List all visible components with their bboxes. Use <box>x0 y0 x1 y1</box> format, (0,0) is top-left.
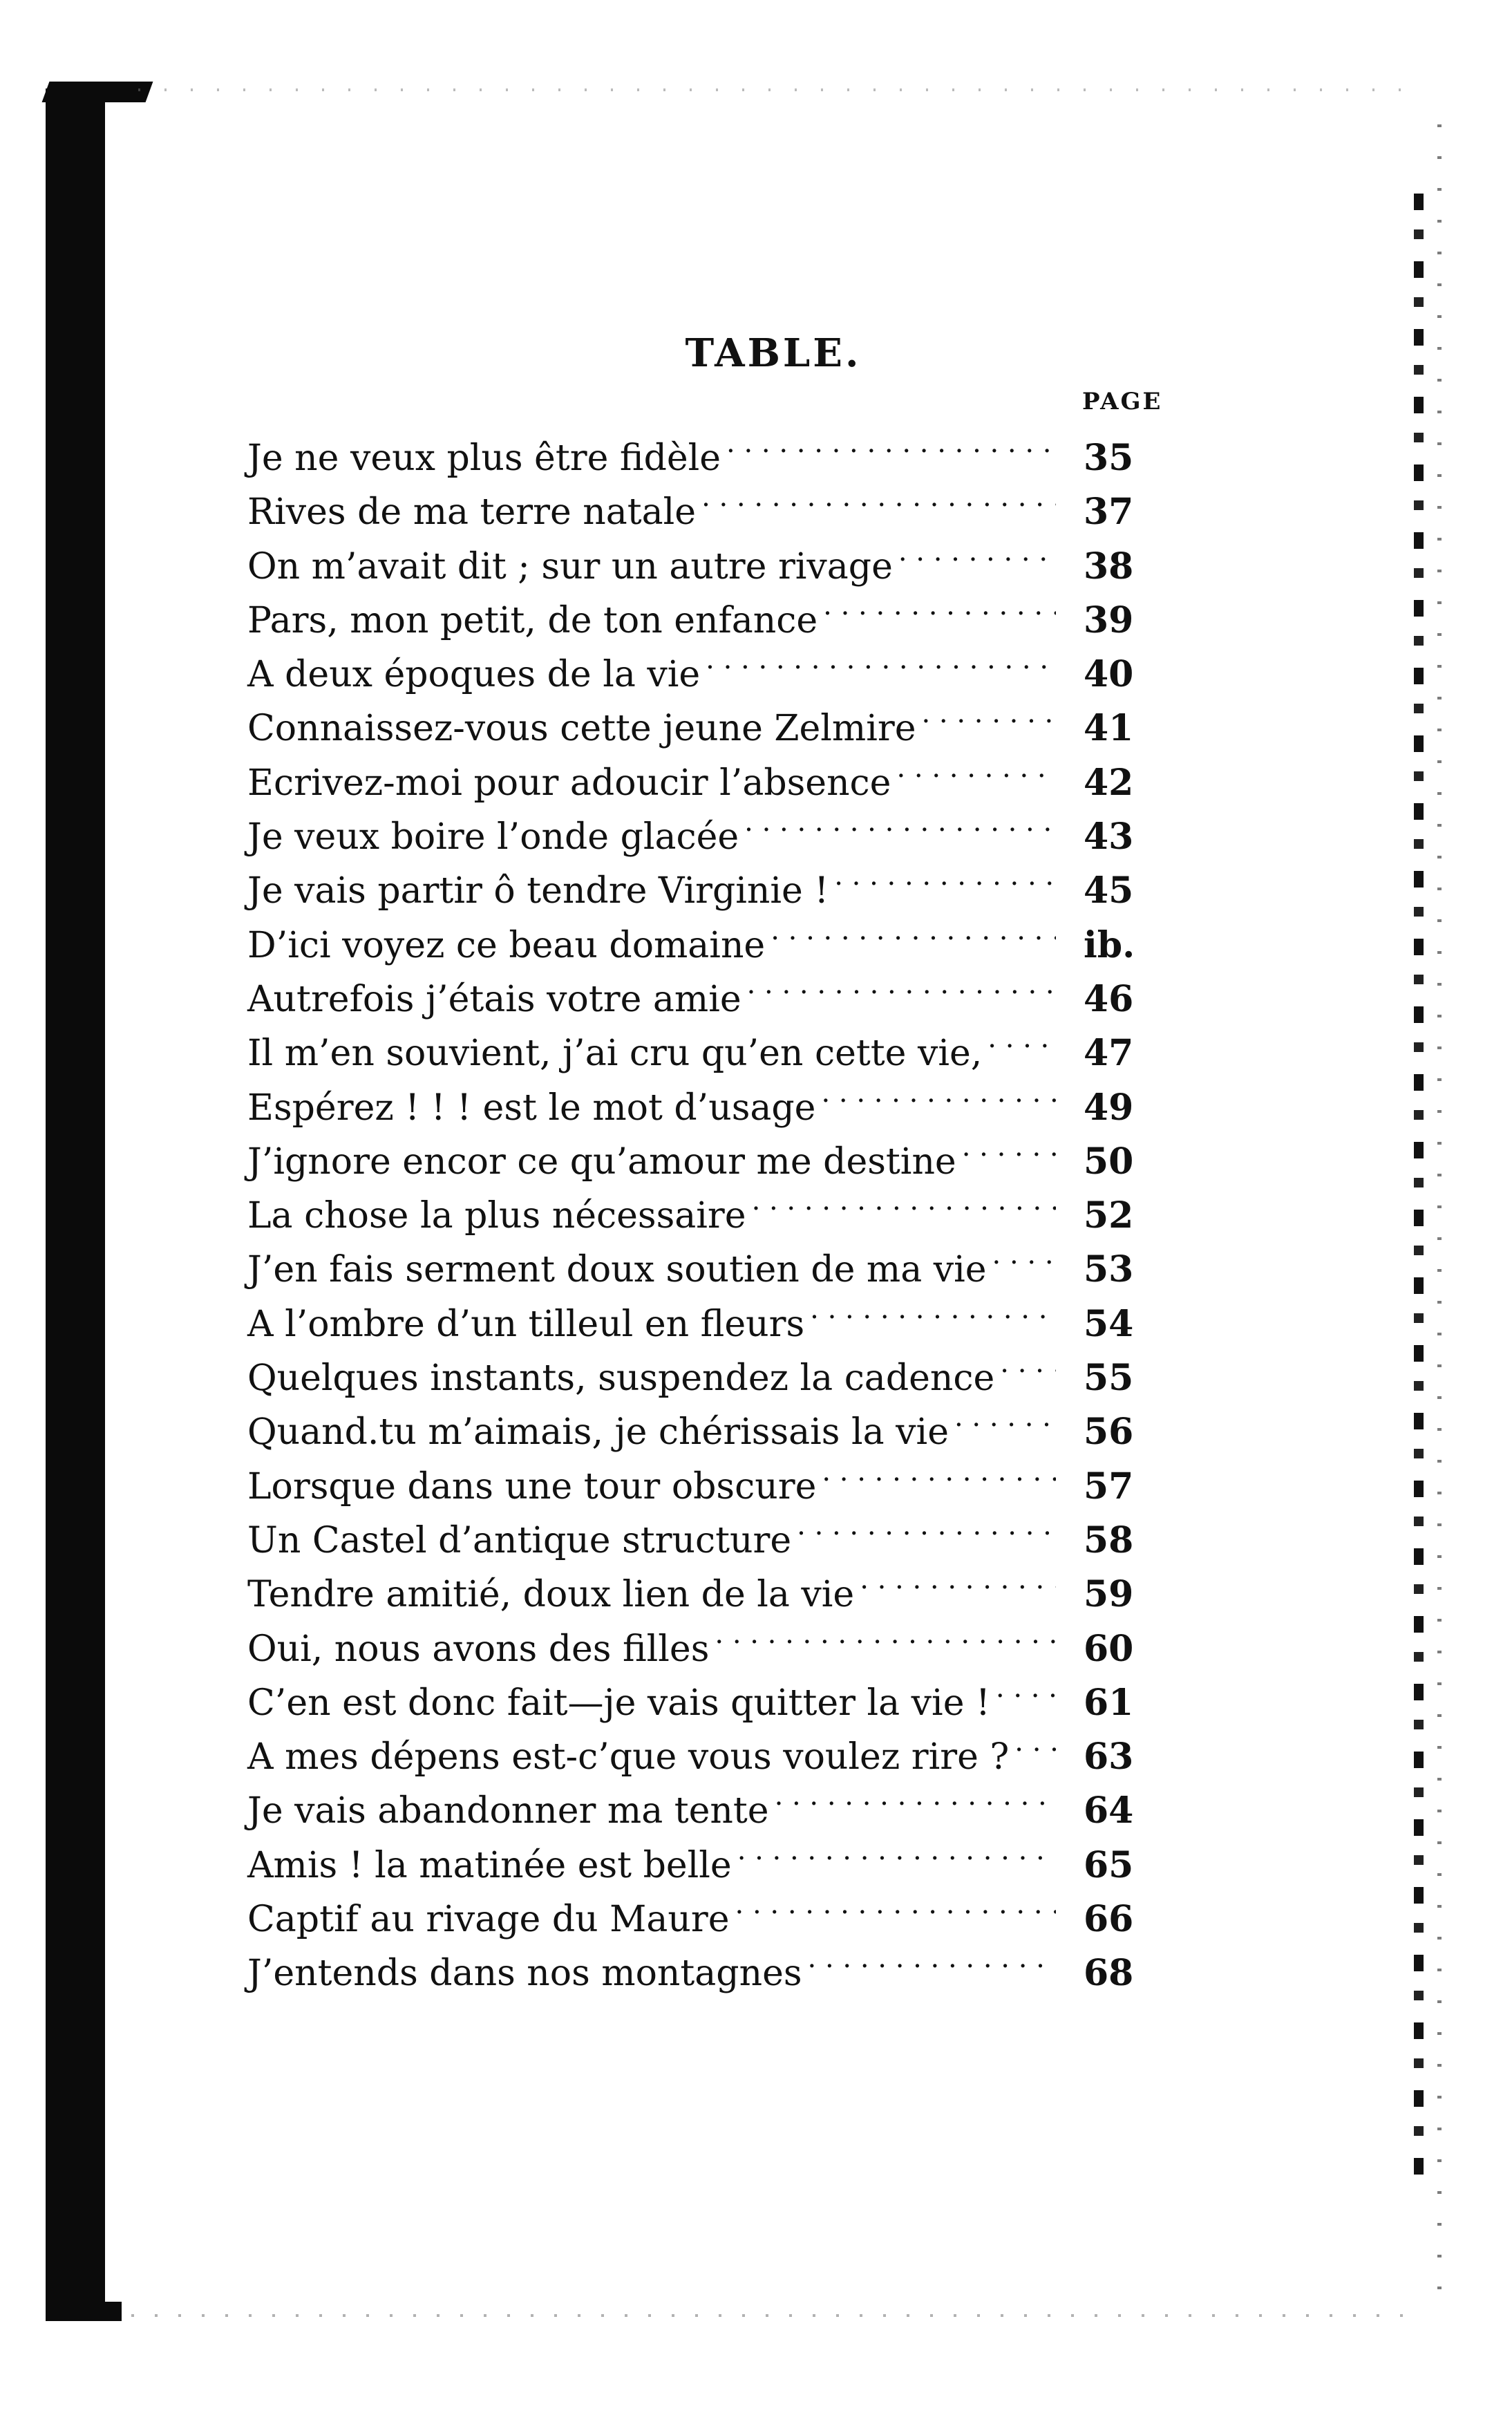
dot-leader <box>962 1120 1056 1174</box>
dot-leader <box>775 1769 1056 1823</box>
toc-entry-title: Ecrivez-moi pour adoucir l’absence <box>247 762 891 804</box>
toc-entry <box>247 416 1173 479</box>
toc-entry-page: 59 <box>1084 1573 1134 1616</box>
toc-entry-title: Oui, nous avons des filles <box>247 1628 710 1670</box>
toc-entry-title: Amis ! la matinée est belle <box>247 1844 732 1886</box>
dot-leader <box>797 1499 1056 1552</box>
toc-entry-page: 60 <box>1084 1627 1134 1670</box>
toc-entry-title: Je vais abandonner ma tente <box>247 1790 769 1832</box>
toc-entry-title: Connaissez-vous cette jeune Zelmire <box>247 708 916 750</box>
dot-leader <box>823 579 1056 632</box>
toc-entry-title: J’ignore encor ce qu’amour me destine <box>247 1140 956 1183</box>
toc-entry-title: Je veux boire l’onde glacée <box>247 816 739 858</box>
toc-entry-page: 37 <box>1084 491 1134 534</box>
bottom-edge-speckle <box>131 2314 1424 2317</box>
toc-entry-page: ib. <box>1084 923 1135 966</box>
page-title <box>0 330 1512 376</box>
dot-leader <box>744 795 1056 849</box>
toc-entry-title: Rives de ma terre natale <box>247 491 697 534</box>
toc-entry-page: 39 <box>1084 599 1134 641</box>
dot-leader <box>737 1823 1056 1877</box>
toc-entry-title: Un Castel d’antique structure <box>247 1519 792 1561</box>
toc-entry-page: 38 <box>1084 545 1134 588</box>
toc-entry-page: 42 <box>1084 761 1134 804</box>
toc-entry-page: 65 <box>1084 1843 1134 1886</box>
toc-entry-page: 40 <box>1084 653 1134 696</box>
dot-leader <box>747 957 1056 1011</box>
toc-entry-page: 53 <box>1084 1248 1134 1291</box>
dot-leader <box>822 1445 1056 1499</box>
dot-leader <box>954 1390 1056 1444</box>
dot-leader <box>735 1877 1056 1931</box>
binding-edge <box>46 88 105 2314</box>
toc-entry-title: Autrefois j’étais votre amie <box>247 978 741 1020</box>
toc-entry-page: 47 <box>1084 1032 1134 1075</box>
toc-entry-title: Quand.tu m’aimais, je chérissais la vie <box>247 1411 949 1454</box>
dot-leader <box>992 1228 1056 1281</box>
page-column-header: PAGE <box>1082 388 1163 415</box>
right-edge-shadow <box>1414 194 1424 2177</box>
dot-leader <box>896 741 1056 795</box>
dot-leader <box>706 632 1056 686</box>
dot-leader <box>996 1661 1056 1715</box>
dot-leader <box>715 1607 1056 1661</box>
toc-entry-page: 41 <box>1084 707 1134 750</box>
toc-entry-title: D’ici voyez ce beau domaine <box>247 924 766 966</box>
toc-entry-page: 43 <box>1084 816 1134 858</box>
toc-entry-page: 64 <box>1084 1790 1134 1832</box>
toc-entry-page: 63 <box>1084 1736 1134 1778</box>
toc-entry-page: 49 <box>1084 1086 1134 1129</box>
dot-leader <box>726 416 1056 470</box>
dot-leader <box>834 849 1056 903</box>
toc-entry-title: Tendre amitié, doux lien de la vie <box>247 1574 855 1616</box>
dot-leader <box>771 903 1056 957</box>
dot-leader <box>860 1552 1056 1606</box>
dot-leader <box>921 686 1056 740</box>
toc-entry-title: Captif au rivage du Maure <box>247 1899 730 1941</box>
dot-leader <box>701 470 1056 524</box>
toc-entry-title: Il m’en souvient, j’ai cru qu’en cette vie, <box>247 1033 983 1075</box>
toc-entry-page: 50 <box>1084 1140 1134 1183</box>
toc-entry-title: Je vais partir ô tendre Virginie ! <box>247 870 829 912</box>
toc-entry-title: C’en est donc fait—je vais quitter la vie ! <box>247 1682 990 1724</box>
toc-entry-title: La chose la plus nécessaire <box>247 1195 746 1237</box>
dot-leader <box>1014 1715 1056 1769</box>
toc-entry-page: 54 <box>1084 1302 1134 1345</box>
toc-entry-title: Pars, mon petit, de ton enfance <box>247 599 818 641</box>
dot-leader <box>987 1011 1056 1065</box>
binding-edge-bottom <box>46 2302 122 2321</box>
toc-entry-title: A l’ombre d’un tilleul en fleurs <box>247 1303 805 1345</box>
toc-entry-title: Je ne veux plus être fidèle <box>247 438 721 479</box>
toc-entry-page: 46 <box>1084 977 1134 1020</box>
toc-entry-page: 57 <box>1084 1465 1134 1508</box>
toc-entry-title: Quelques instants, suspendez la cadence <box>247 1358 995 1400</box>
toc-entry-page: 56 <box>1084 1411 1134 1454</box>
table-of-contents <box>247 416 1173 1995</box>
toc-entry-title: J’en fais serment doux soutien de ma vie <box>247 1249 987 1291</box>
toc-entry-page: 58 <box>1084 1519 1134 1561</box>
dot-leader <box>898 525 1056 579</box>
dot-leader <box>752 1174 1056 1228</box>
toc-entry-title: Lorsque dans une tour obscure <box>247 1465 817 1508</box>
toc-entry-title: A mes dépens est-c’que vous voulez rire ? <box>247 1736 1010 1778</box>
toc-entry-page: 66 <box>1084 1898 1134 1941</box>
top-edge-speckle <box>138 88 1424 91</box>
dot-leader <box>1000 1336 1056 1390</box>
toc-entry-title: J’entends dans nos montagnes <box>247 1953 802 1995</box>
toc-entry-page: 52 <box>1084 1194 1134 1237</box>
right-edge-speckle <box>1437 124 1442 2302</box>
toc-entry-page: 61 <box>1084 1681 1134 1724</box>
toc-entry-page: 45 <box>1084 870 1134 912</box>
toc-entry-title: Espérez ! ! ! est le mot d’usage <box>247 1087 816 1129</box>
page-title-text: TABLE. <box>685 330 862 376</box>
toc-entry-title: On m’avait dit ; sur un autre rivage <box>247 545 893 588</box>
toc-entry-title: A deux époques de la vie <box>247 654 701 696</box>
dot-leader <box>808 1931 1056 1985</box>
toc-entry-page: 35 <box>1084 437 1134 479</box>
toc-entry-page: 68 <box>1084 1952 1134 1995</box>
dot-leader <box>821 1066 1056 1120</box>
dot-leader <box>810 1282 1056 1336</box>
toc-entry-page: 55 <box>1084 1357 1134 1400</box>
